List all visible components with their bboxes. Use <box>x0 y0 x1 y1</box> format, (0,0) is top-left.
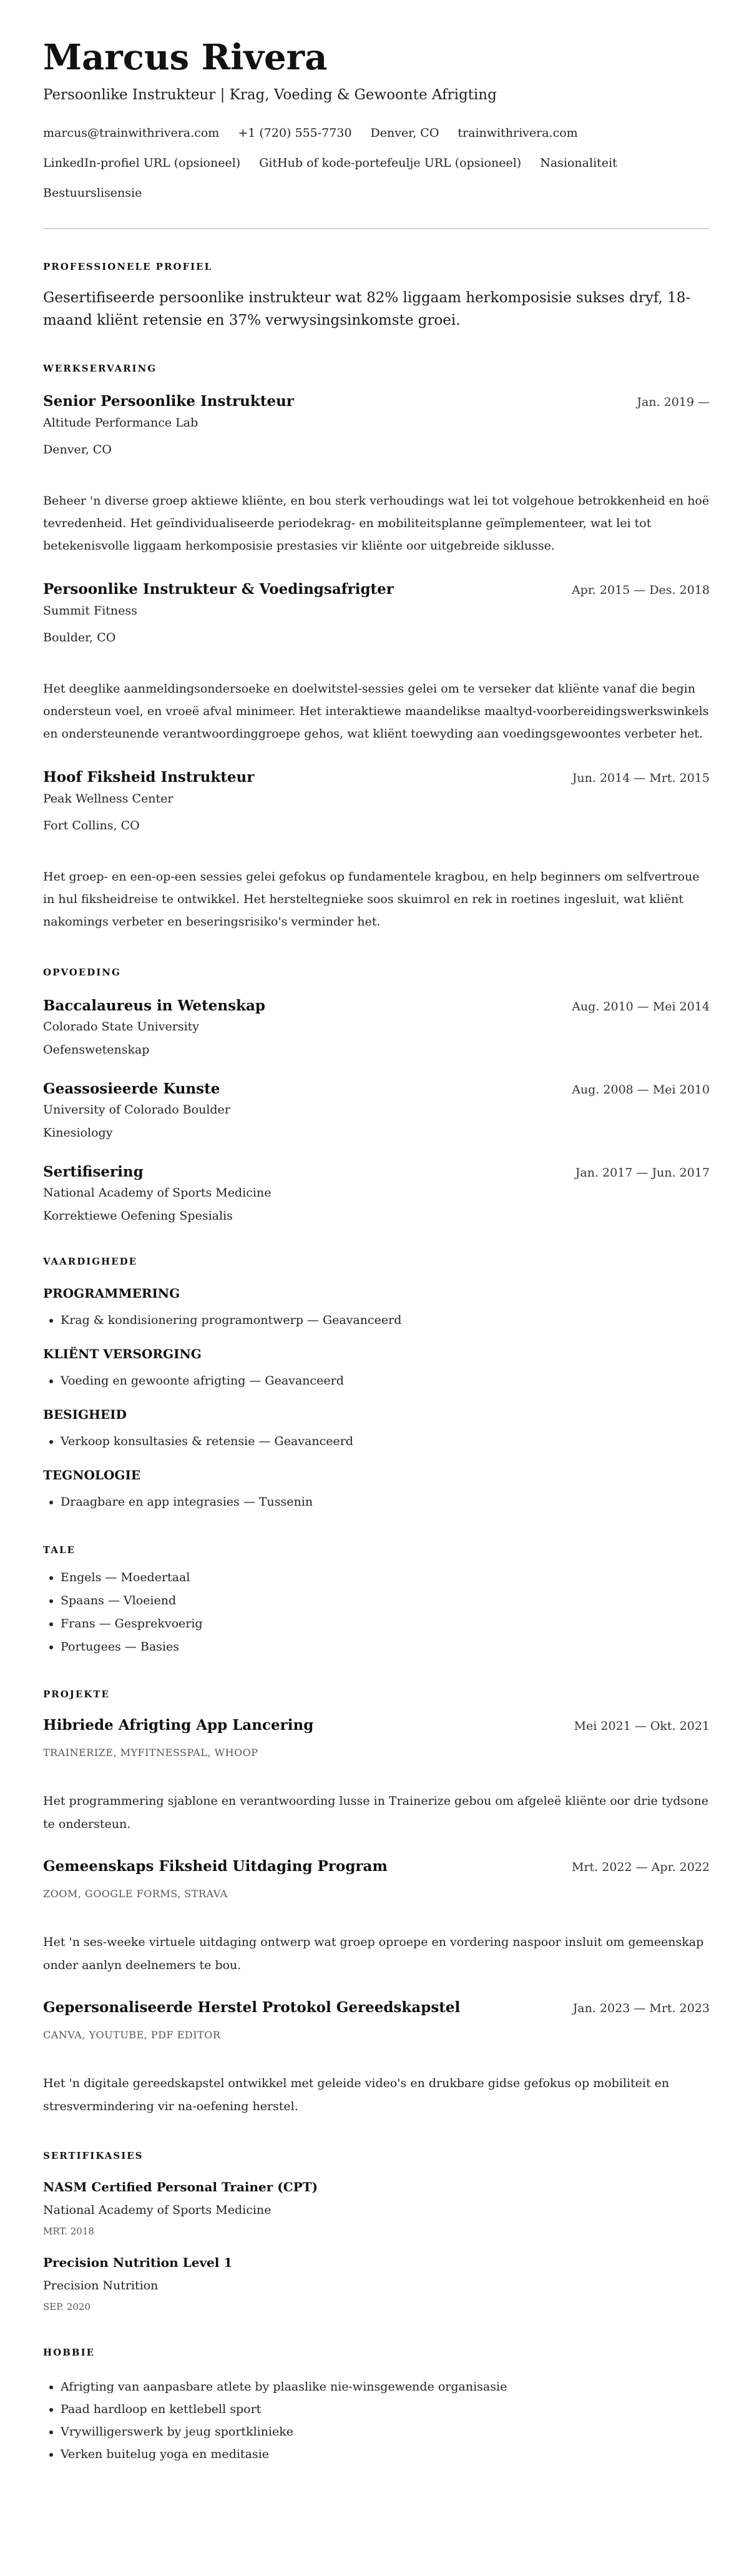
hobbies-section <box>43 2346 710 2465</box>
language-item: • Portugees — Basies <box>61 1636 710 1659</box>
job-header <box>43 392 710 412</box>
contact-github[interactable]: GitHub of kode-portefeulje URL (opsioneel) <box>259 156 522 170</box>
education-entry <box>43 1162 710 1225</box>
job-description: Beheer 'n diverse groep aktiewe kliënte, en bou sterk verhoudings wat lei tot volgehoue betrokkenheid en hoë tevredenheid. Het geïndividualiseerde periodekrag- en mobiliteitsplanne geïmplementeer, wat lei tot betekenisvolle liggaam herkomposisie prestasies vir kliënte oor uitgebreide siklusse. <box>43 494 710 553</box>
job-header <box>43 767 710 788</box>
section-title: PROFESSIONELE PROFIEL <box>43 261 213 272</box>
school-name: University of Colorado Boulder <box>43 1103 230 1117</box>
project-entry <box>43 1998 710 2118</box>
skill-list <box>43 1492 710 1512</box>
school-name: Colorado State University <box>43 1020 200 1034</box>
skill-item: • Draagbare en app integrasies — Tussenin <box>61 1492 710 1512</box>
candidate-headline: Persoonlike Instrukteur | Krag, Voeding & Gewoonte Afrigting <box>43 87 497 103</box>
job-title: Senior Persoonlike Instrukteur <box>43 393 294 410</box>
contact-drivers-license: Bestuurslisensie <box>43 186 142 200</box>
skill-group-title: PROGRAMMERING <box>43 1286 180 1301</box>
job-company: Altitude Performance Lab <box>43 416 198 430</box>
project-header <box>43 1857 710 1877</box>
school-name: National Academy of Sports Medicine <box>43 1186 272 1200</box>
section-title: TALE <box>43 1544 76 1556</box>
project-title: Hibriede Afrigting App Lancering <box>43 1717 314 1734</box>
certification-entry <box>43 2254 710 2314</box>
languages-list <box>43 1566 710 1659</box>
job-entry <box>43 392 710 557</box>
contact-nationality: Nasionaliteit <box>540 156 617 170</box>
project-entry <box>43 1857 710 1977</box>
certification-entry <box>43 2178 710 2238</box>
projects-section <box>43 1688 710 2118</box>
project-description: Het 'n digitale gereedskapstel ontwikkel met geleide video's en drukbare gidse gefokus op mobiliteit en stresvermindering vir na-oefening herstel. <box>43 2076 670 2113</box>
degree-title: Sertifisering <box>43 1163 144 1180</box>
contact-location: Denver, CO <box>370 126 439 140</box>
contact-email[interactable]: marcus@trainwithrivera.com <box>43 126 220 140</box>
certifications-section <box>43 2149 710 2314</box>
section-title: HOBBIE <box>43 2347 95 2358</box>
skills-section <box>43 1255 710 1512</box>
education-section <box>43 966 710 1225</box>
experience-section <box>43 362 710 933</box>
education-dates: Aug. 2010 — Mei 2014 <box>572 1000 710 1014</box>
skill-item: • Verkoop konsultasies & retensie — Geavanceerd <box>61 1431 710 1451</box>
language-item: • Spaans — Vloeiend <box>61 1589 710 1612</box>
job-entry <box>43 767 710 933</box>
project-header <box>43 1998 710 2018</box>
skill-list <box>43 1431 710 1451</box>
resume-header <box>43 37 710 208</box>
project-title: Gepersonaliseerde Herstel Protokol Gereedskapstel <box>43 1999 461 2016</box>
certification-title: NASM Certified Personal Trainer (CPT) <box>43 2179 318 2194</box>
project-tech-stack: CANVA, YOUTUBE, PDF EDITOR <box>43 2029 221 2041</box>
field-of-study: Korrektiewe Oefening Spesialis <box>43 1209 233 1223</box>
hobbies-list <box>43 2376 710 2465</box>
language-item: • Frans — Gesprekvoerig <box>61 1612 710 1636</box>
job-description: Het deeglike aanmeldingsondersoeke en doelwitstel-sessies gelei om te verseker dat kliënte vanaf die begin ondersteun voel, en vroeë afval minimeer. Het interaktiewe maandelikse maaltyd-voorbereidingswerkswinkels en ondersteunende verantwoordinggroepe gehos, wat kliënt toewyding aan voedingsgewoontes verbeter het. <box>43 682 709 741</box>
education-entry <box>43 996 710 1059</box>
education-header <box>43 996 710 1017</box>
project-dates: Mrt. 2022 — Apr. 2022 <box>572 1860 710 1874</box>
certification-issuer: National Academy of Sports Medicine <box>43 2203 272 2217</box>
profile-summary: Gesertifiseerde persoonlike instrukteur wat 82% liggaam herkomposisie sukses dryf, 18-maand kliënt retensie en 37% verwysingsinkomste groei. <box>43 290 691 328</box>
education-header <box>43 1079 710 1100</box>
section-title: VAARDIGHEDE <box>43 1256 138 1267</box>
project-tech-stack: ZOOM, GOOGLE FORMS, STRAVA <box>43 1888 228 1900</box>
header-divider <box>43 228 710 229</box>
candidate-name: Marcus Rivera <box>43 37 328 78</box>
contact-list <box>43 118 710 208</box>
job-location: Denver, CO <box>43 443 112 456</box>
contact-linkedin[interactable]: LinkedIn-profiel URL (opsioneel) <box>43 156 241 170</box>
job-company: Peak Wellness Center <box>43 792 174 806</box>
skill-item: • Voeding en gewoonte afrigting — Geavanceerd <box>61 1371 710 1391</box>
language-item: • Engels — Moedertaal <box>61 1566 710 1589</box>
skill-group-title: BESIGHEID <box>43 1407 127 1422</box>
skill-list <box>43 1310 710 1330</box>
contact-website[interactable]: trainwithrivera.com <box>458 126 578 140</box>
section-title: SERTIFIKASIES <box>43 2150 144 2161</box>
hobby-item: • Vrywilligerswerk by jeug sportklinieke <box>61 2421 710 2443</box>
degree-title: Geassosieerde Kunste <box>43 1080 220 1097</box>
degree-title: Baccalaureus in Wetenskap <box>43 997 265 1014</box>
languages-section <box>43 1544 710 1659</box>
profile-section <box>43 260 710 332</box>
hobby-item: • Afrigting van aanpasbare atlete by plaaslike nie-winsgewende organisasie <box>61 2376 710 2398</box>
skill-item: • Krag & kondisionering programontwerp — Geavanceerd <box>61 1310 710 1330</box>
job-location: Boulder, CO <box>43 631 116 644</box>
field-of-study: Kinesiology <box>43 1126 113 1140</box>
hobby-item: • Paad hardloop en kettlebell sport <box>61 2398 710 2421</box>
job-title: Persoonlike Instrukteur & Voedingsafrigter <box>43 581 394 598</box>
job-company: Summit Fitness <box>43 604 137 618</box>
project-tech-stack: TRAINERIZE, MYFITNESSPAL, WHOOP <box>43 1747 258 1759</box>
resume-page <box>0 37 749 2465</box>
project-entry <box>43 1715 710 1836</box>
job-dates: Jun. 2014 — Mrt. 2015 <box>572 771 710 785</box>
certification-date: MRT. 2018 <box>43 2226 94 2237</box>
certification-issuer: Precision Nutrition <box>43 2279 159 2292</box>
education-entry <box>43 1079 710 1142</box>
project-description: Het programmering sjablone en verantwoording lusse in Trainerize gebou om afgeleë kliënte oor drie tydsone te ondersteun. <box>43 1794 709 1831</box>
project-header <box>43 1715 710 1736</box>
project-dates: Jan. 2023 — Mrt. 2023 <box>572 2001 710 2015</box>
education-header <box>43 1162 710 1183</box>
certification-date: SEP. 2020 <box>43 2301 91 2312</box>
skill-group-title: TEGNOLOGIE <box>43 1468 141 1483</box>
job-description: Het groep- en een-op-een sessies gelei gefokus op fundamentele kragbou, en help beginners om selfvertroue in hul fiksheidreise te ontwikkel. Het hersteltegnieke soos skuimrol en rek in roetines ingesluit, wat kliënt nakomings verbeter en beseringsrisiko's verminder het. <box>43 870 700 929</box>
field-of-study: Oefenswetenskap <box>43 1043 150 1057</box>
job-entry <box>43 580 710 745</box>
section-title: WERKSERVARING <box>43 363 157 374</box>
education-dates: Jan. 2017 — Jun. 2017 <box>575 1166 710 1180</box>
job-dates: Apr. 2015 — Des. 2018 <box>571 583 710 597</box>
project-description: Het 'n ses-weeke virtuele uitdaging ontwerp wat groep oproepe en vordering naspoor insluit om gemeenskap onder aanlyn deelnemers te bou. <box>43 1935 704 1972</box>
skill-group-title: KLIËNT VERSORGING <box>43 1346 202 1361</box>
contact-phone[interactable]: +1 (720) 555-7730 <box>238 126 352 140</box>
project-dates: Mei 2021 — Okt. 2021 <box>574 1719 710 1733</box>
section-title: OPVOEDING <box>43 967 121 978</box>
skill-list <box>43 1371 710 1391</box>
hobby-item: • Verken buitelug yoga en meditasie <box>61 2443 710 2465</box>
job-title: Hoof Fiksheid Instrukteur <box>43 769 255 786</box>
education-dates: Aug. 2008 — Mei 2010 <box>572 1083 710 1097</box>
job-dates: Jan. 2019 — <box>637 395 710 409</box>
job-header <box>43 580 710 600</box>
job-location: Fort Collins, CO <box>43 819 140 832</box>
project-title: Gemeenskaps Fiksheid Uitdaging Program <box>43 1858 388 1875</box>
certification-title: Precision Nutrition Level 1 <box>43 2255 233 2270</box>
section-title: PROJEKTE <box>43 1689 110 1700</box>
